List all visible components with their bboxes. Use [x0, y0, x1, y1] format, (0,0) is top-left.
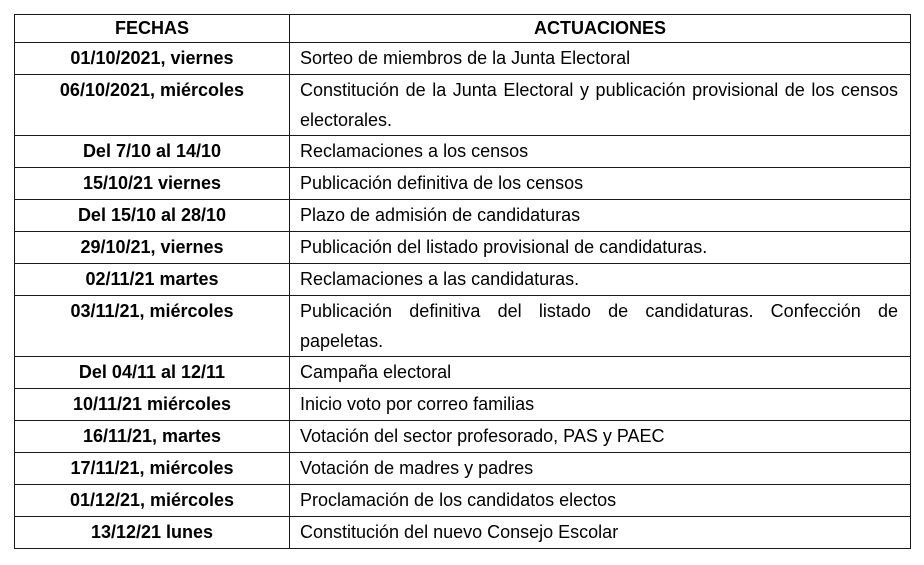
- row-date: 01/12/21, miércoles: [15, 485, 290, 517]
- table-row: [15, 517, 911, 549]
- table-row: [15, 453, 911, 485]
- table-row: [15, 43, 911, 75]
- table-row: [15, 296, 911, 357]
- row-action: Reclamaciones a los censos: [290, 136, 911, 168]
- table-row: [15, 421, 911, 453]
- table-row: [15, 357, 911, 389]
- electoral-calendar-table: [14, 14, 911, 549]
- row-action: Campaña electoral: [290, 357, 911, 389]
- table-row: [15, 232, 911, 264]
- table-row: [15, 389, 911, 421]
- row-action: Proclamación de los candidatos electos: [290, 485, 911, 517]
- row-date: Del 15/10 al 28/10: [15, 200, 290, 232]
- row-date: 15/10/21 viernes: [15, 168, 290, 200]
- row-date: 02/11/21 martes: [15, 264, 290, 296]
- row-action: Constitución del nuevo Consejo Escolar: [290, 517, 911, 549]
- row-action: Sorteo de miembros de la Junta Electoral: [290, 43, 911, 75]
- table-row: [15, 75, 911, 136]
- table-row: [15, 200, 911, 232]
- table-row: [15, 168, 911, 200]
- table-row: [15, 485, 911, 517]
- row-action: Votación del sector profesorado, PAS y PAEC: [290, 421, 911, 453]
- row-date: 16/11/21, martes: [15, 421, 290, 453]
- row-action: Constitución de la Junta Electoral y publicación provisional de los censos electorales.: [290, 75, 911, 136]
- header-dates: FECHAS: [15, 15, 290, 43]
- row-date: Del 04/11 al 12/11: [15, 357, 290, 389]
- row-action: Reclamaciones a las candidaturas.: [290, 264, 911, 296]
- row-action: Inicio voto por correo familias: [290, 389, 911, 421]
- row-date: 29/10/21, viernes: [15, 232, 290, 264]
- table-row: [15, 264, 911, 296]
- table-row: [15, 136, 911, 168]
- row-action: Plazo de admisión de candidaturas: [290, 200, 911, 232]
- header-actions: ACTUACIONES: [290, 15, 911, 43]
- row-date: 03/11/21, miércoles: [15, 296, 290, 357]
- row-date: Del 7/10 al 14/10: [15, 136, 290, 168]
- header-row: [15, 15, 911, 43]
- row-date: 01/10/2021, viernes: [15, 43, 290, 75]
- row-date: 17/11/21, miércoles: [15, 453, 290, 485]
- row-date: 10/11/21 miércoles: [15, 389, 290, 421]
- row-action: Publicación del listado provisional de candidaturas.: [290, 232, 911, 264]
- row-action: Votación de madres y padres: [290, 453, 911, 485]
- row-date: 13/12/21 lunes: [15, 517, 290, 549]
- row-action: Publicación definitiva del listado de candidaturas. Confección de papeletas.: [290, 296, 911, 357]
- row-action: Publicación definitiva de los censos: [290, 168, 911, 200]
- row-date: 06/10/2021, miércoles: [15, 75, 290, 136]
